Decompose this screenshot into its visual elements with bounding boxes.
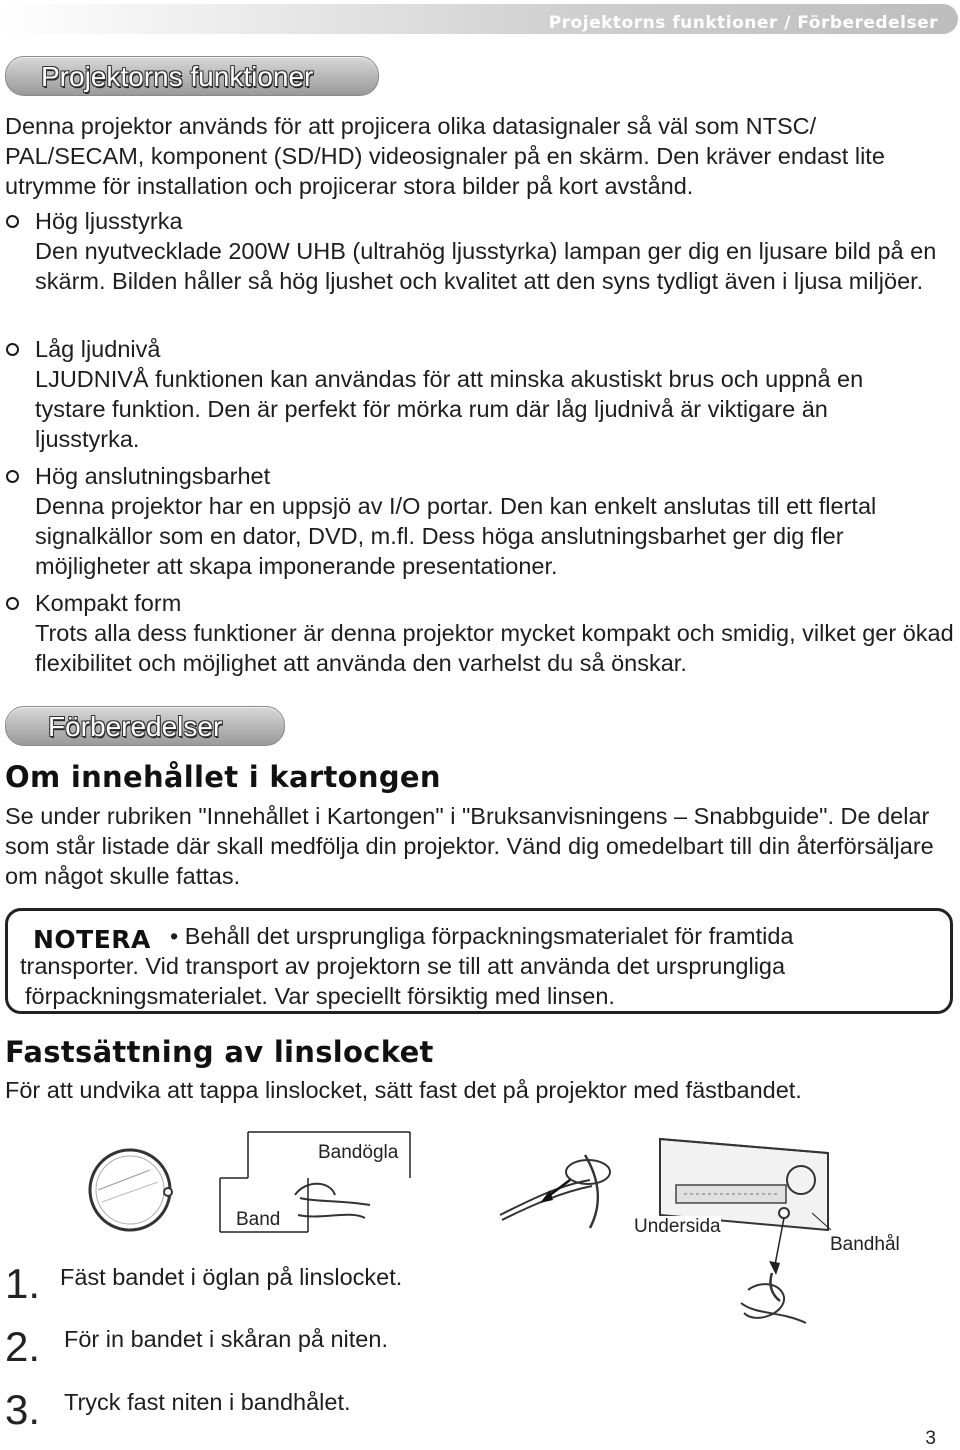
band-loop-label: Bandögla [318,1142,399,1163]
feature-title: Hög anslutningsbarhet [35,463,271,489]
bullet-icon [6,215,19,228]
section-title-pill [5,56,379,96]
header-bar [0,4,958,34]
step-text: För in bandet i skåran på niten. [64,1326,388,1352]
band-label: Band [236,1209,281,1230]
feature-body: Den nyutvecklade 200W UHB (ultrahög ljusstyrka) lampan ger dig en ljusare bild på en skärm. Bilden håller så hög ljushet och kvalitet att den syns tydligt även i ljusa miljöer. [35,238,937,294]
note-label: NOTERA [33,925,151,954]
lens-cap-paragraph: För att undvika att tappa linslocket, sätt fast det på projektor med fästbandet. [5,1077,802,1103]
note-line: förpackningsmaterialet. Var speciellt försiktig med linsen. [25,983,615,1009]
feature-body: Denna projektor har en uppsjö av I/O portar. Den kan enkelt anslutas till ett flertal signalkällor som en dator, DVD, m.fl. Dess höga anslutningsbarhet ger dig fler möjligheter att skapa imponerande presentationer. [35,493,877,579]
bullet-icon [6,597,19,610]
note-line: transporter. Vid transport av projektorn se till att använda det ursprungliga [20,953,786,979]
feature-title: Kompakt form [35,590,182,616]
lens-cap-heading: Fastsättning av linslocket [5,1035,434,1069]
box-contents-heading: Om innehållet i kartongen [5,760,441,794]
step-number: 1. [5,1260,41,1307]
step-text: Fäst bandet i öglan på linslocket. [60,1264,403,1290]
note-box [5,908,953,1014]
step-number: 3. [5,1386,41,1433]
feature-body: LJUDNIVÅ funktionen kan användas för att minska akustiskt brus och uppnå en tystare funktion. Den är perfekt för mörka rum där låg ljudnivå är viktigare än ljusstyrka. [35,366,864,452]
header-title: Projektorns funktioner / Förberedelser [548,13,938,33]
bullet-icon [6,470,19,483]
step-text: Tryck fast niten i bandhålet. [64,1389,351,1415]
feature-title: Hög ljusstyrka [35,208,183,234]
strap-threading-illustration [490,1150,620,1230]
box-contents-paragraph: Se under rubriken "Innehållet i Kartongen" i "Bruksanvisningens – Snabbguide". De delar som står listade där skall medfölja din projektor. Vänd dig omedelbart till din återförsäljare om något skulle fattas. [5,803,934,889]
bullet-icon [6,343,19,356]
band-hole-label: Bandhål [830,1234,900,1255]
feature-title: Låg ljudnivå [35,336,161,362]
note-line: • Behåll det ursprungliga förpackningsmaterialet för framtida [170,923,794,949]
section-title: Projektorns funktioner [41,61,314,92]
page-number: 3 [925,1428,936,1449]
feature-body: Trots alla dess funktioner är denna projektor mycket kompakt och smidig, vilket ger ökad flexibilitet och möjlighet att använda den varhelst du så önskar. [35,620,954,676]
intro-paragraph: Denna projektor används för att projicera olika datasignaler så väl som NTSC/ PAL/SECAM, komponent (SD/HD) videosignaler på en skärm. Den kräver endast lite utrymme för installation och projicerar stora bilder på kort avstånd. [5,113,885,199]
section-title-pill [5,706,285,746]
section-title: Förberedelser [48,711,223,742]
underside-label: Undersida [634,1216,721,1237]
step-number: 2. [5,1323,41,1370]
